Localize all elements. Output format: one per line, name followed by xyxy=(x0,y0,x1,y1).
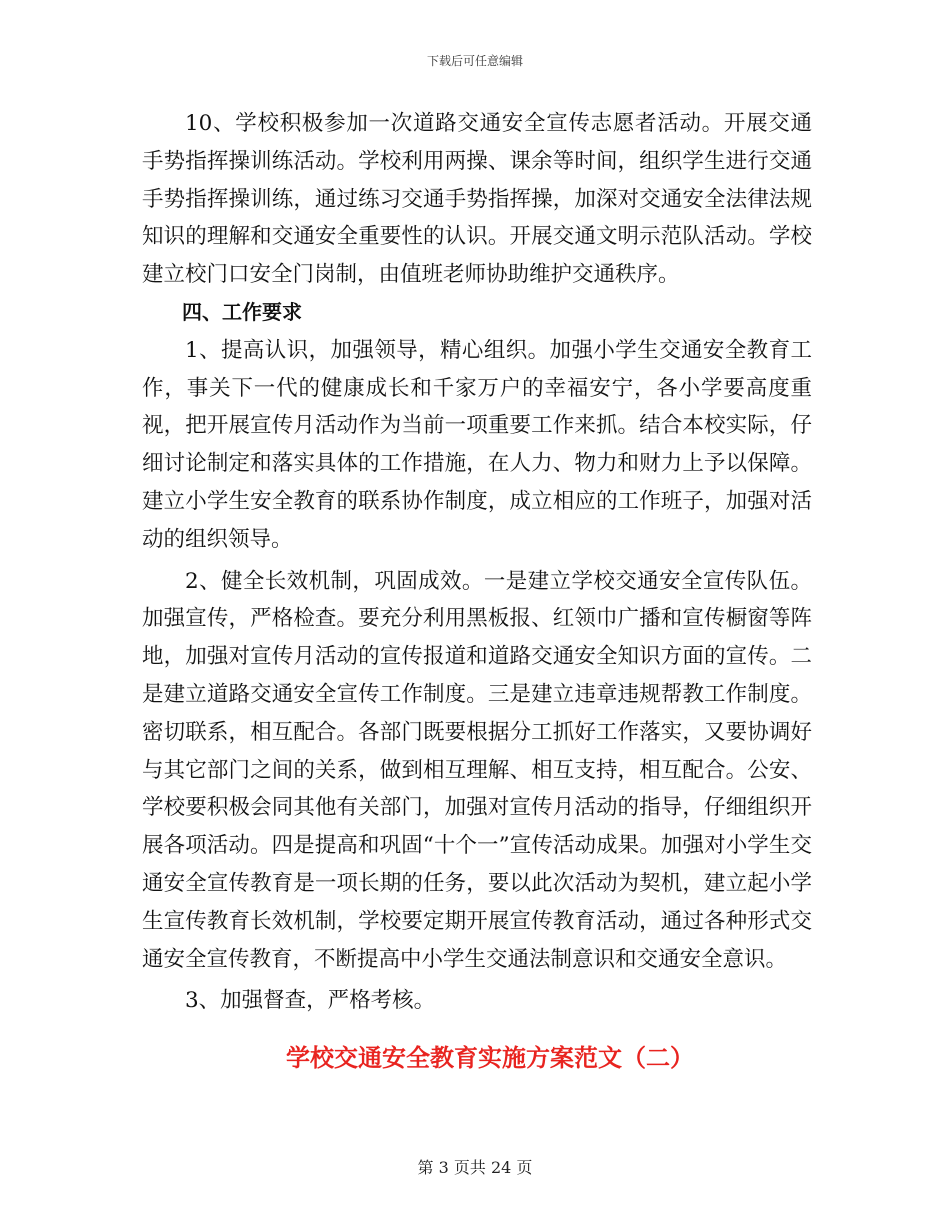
paragraph-requirement-1: 1、提高认识，加强领导，精心组织。加强小学生交通安全教育工作，事关下一代的健康成长和千家万户的幸福安宁，各小学要高度重视，把开展宣传月活动作为当前一项重要工作来抓。结合本校实际，仔细讨论制定和落实具体的工作措施，在人力、物力和财力上予以保障。建立小学生安全教育的联系协作制度，成立相应的工作班子，加强对活动的组织领导。 xyxy=(142,337,812,552)
section-title: 学校交通安全教育实施方案范文（二） xyxy=(286,1044,694,1072)
document-body xyxy=(142,105,812,1020)
page-header: 下载后可任意编辑 xyxy=(426,54,523,68)
paragraph-item-10: 10、学校积极参加一次道路交通安全宣传志愿者活动。开展交通手势指挥操训练活动。学校利用两操、课余等时间，组织学生进行交通手势指挥操训练，通过练习交通手势指挥操，加深对交通安全法律法规知识的理解和交通安全重要性的认识。开展交通文明示范队活动。学校建立校门口安全门岗制，由值班老师协助维护交通秩序。 xyxy=(142,111,812,288)
page-footer: 第 3 页共 24 页 xyxy=(417,1158,533,1177)
paragraph-requirement-3: 3、加强督查，严格考核。 xyxy=(185,988,436,1014)
section-heading-requirements: 四、工作要求 xyxy=(182,299,302,324)
paragraph-requirement-2: 2、健全长效机制，巩固成效。一是建立学校交通安全宣传队伍。加强宣传，严格检查。要充分利用黑板报、红领巾广播和宣传橱窗等阵地，加强对宣传月活动的宣传报道和道路交通安全知识方面的宣传。二是建立道路交通安全宣传工作制度。三是建立违章违规帮教工作制度。密切联系，相互配合。各部门既要根据分工抓好工作落实，又要协调好与其它部门之间的关系，做到相互理解、相互支持，相互配合。公安、学校要积极会同其他有关部门，加强对宣传月活动的指导，仔细组织开展各项活动。四是提高和巩固“十个一”宣传活动成果。加强对小学生交通安全宣传教育是一项长期的任务，要以此次活动为契机，建立起小学生宣传教育长效机制，学校要定期开展宣传教育活动，通过各种形式交通安全宣传教育，不断提高中小学生交通法制意识和交通安全意识。 xyxy=(142,568,812,972)
